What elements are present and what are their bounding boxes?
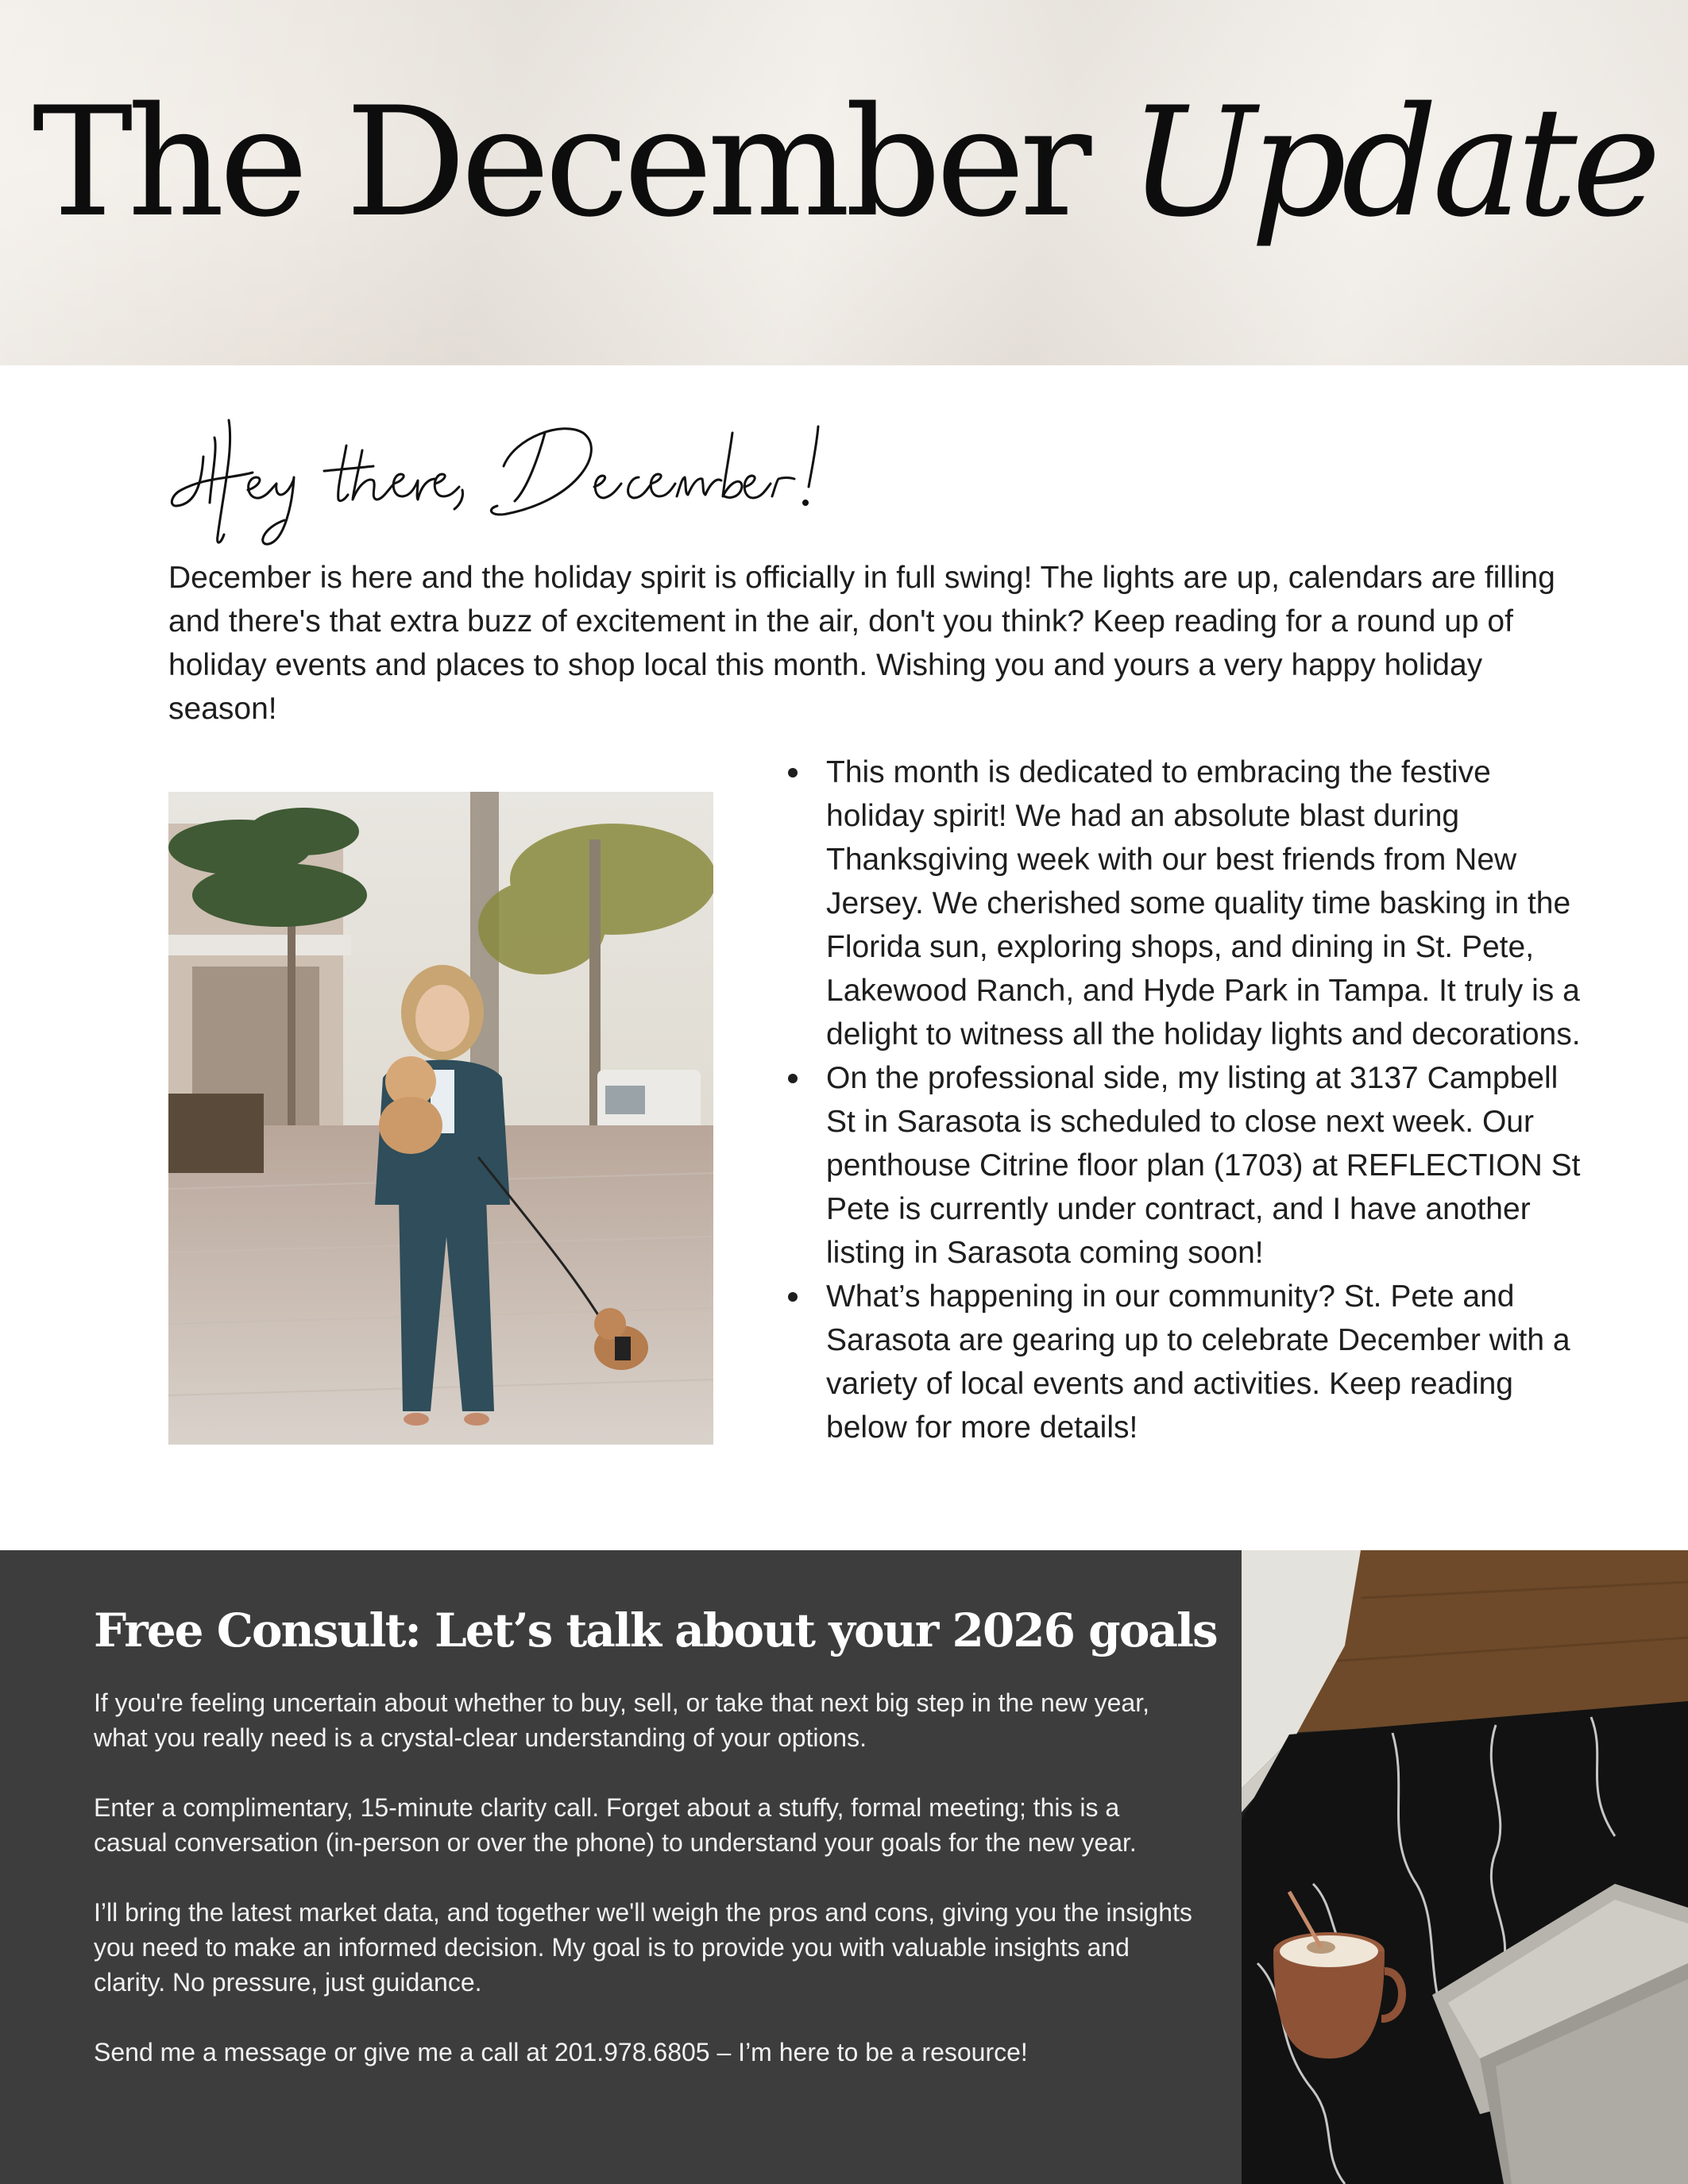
title-italic: Update <box>1128 75 1656 250</box>
consult-paragraph: I’ll bring the latest market data, and together we'll weigh the pros and cons, giving you the insights you need to make an informed decision. My goal is to provide you with valuable insights and clarity. No pressure, just guidance. <box>94 1898 1192 1997</box>
consult-paragraph: Send me a message or give me a call at 201.978.6805 – I’m here to be a resource! <box>94 2038 1028 2066</box>
greeting-handwriting <box>165 401 960 552</box>
list-item: This month is dedicated to embracing the festive holiday spirit! We had an absolute blast during Thanksgiving week with our best friends from New Jersey. We cherished some quality time basking in the Florida sun, exploring shops, and dining in St. Pete, Lakewood Ranch, and Hyde Park in Tampa. It truly is a delight to witness all the holiday lights and decorations. <box>786 751 1589 1056</box>
header-banner <box>0 0 1688 365</box>
list-item: What’s happening in our community? St. Pete and Sarasota are gearing up to celebrate December with a variety of local events and activities. Keep reading below for more details! <box>786 1275 1589 1449</box>
list-item: On the professional side, my listing at 3137 Campbell St in Sarasota is scheduled to close next week. Our penthouse Citrine floor plan (1703) at REFLECTION St Pete is currently under contract, and I have another listing in Sarasota coming soon! <box>786 1056 1589 1275</box>
consult-paragraph: If you're feeling uncertain about whether to buy, sell, or take that next big step in the new year, what you really need is a crystal-clear understanding of your options. <box>94 1688 1149 1752</box>
consult-body <box>94 1685 1194 2105</box>
greeting-script <box>165 401 960 552</box>
page-title <box>0 75 1688 250</box>
updates-list <box>786 751 1589 1449</box>
intro-paragraph: December is here and the holiday spirit is officially in full swing! The lights are up, calendars are filling and there's that extra buzz of excitement in the air, don't you think? Keep reading for a round up of holiday events and places to shop local this month. Wishing you and yours a very happy holiday season! <box>168 561 1555 726</box>
consult-paragraph: Enter a complimentary, 15-minute clarity call. Forget about a stuffy, formal meeting; this is a casual conversation (in-person or over the phone) to understand your goals for the new year. <box>94 1793 1137 1857</box>
title-regular: The December <box>32 75 1087 250</box>
consult-heading: Free Consult: Let’s talk about your 2026 goals <box>94 1603 1217 1657</box>
photo-desk-laptop-coffee <box>1242 1550 1688 2184</box>
photo-woman-walking-dogs <box>168 792 713 1445</box>
